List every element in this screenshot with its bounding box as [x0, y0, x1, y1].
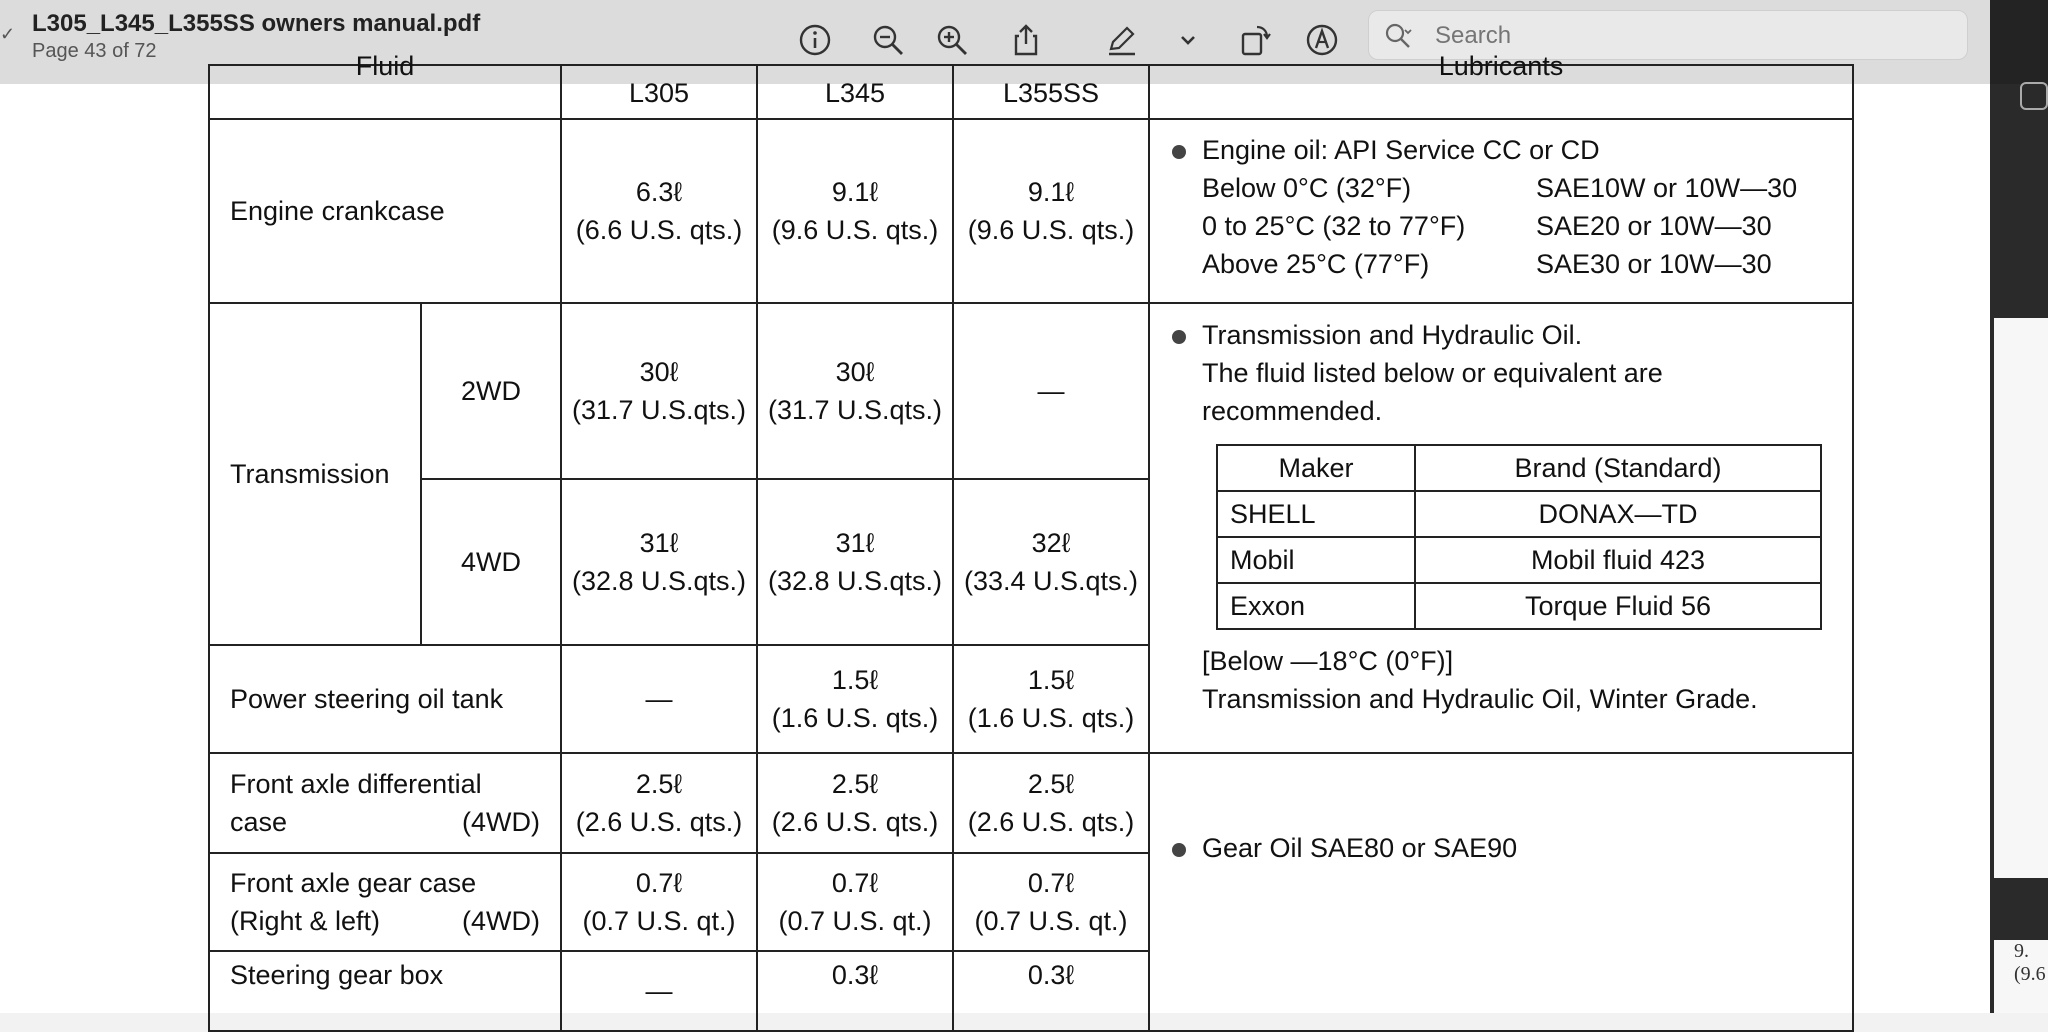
row-label [209, 853, 561, 951]
thumb-text: 9. [2014, 940, 2029, 962]
engine-oil-title: Engine oil: API Service CC or CD [1202, 135, 1600, 165]
header-l345: L345 [757, 65, 953, 119]
page-thumbnail-next[interactable] [1994, 940, 2048, 1013]
brand: Torque Fluid 56 [1415, 583, 1821, 629]
cell-l355ss [953, 753, 1149, 853]
maker-row [1217, 491, 1821, 537]
value-sub: (2.6 U.S. qts.) [575, 807, 743, 837]
row-sublabel: 4WD [421, 479, 561, 645]
oil-temp: Above 25°C (77°F) [1202, 249, 1430, 279]
cell-l345 [757, 753, 953, 853]
header-lubricants [1149, 51, 1853, 119]
cell-l305 [561, 119, 757, 303]
table-row-transmission-2wd [209, 303, 1853, 479]
sidebar-header [1990, 0, 2048, 84]
maker: Exxon [1217, 583, 1415, 629]
maker-header-row [1217, 445, 1821, 491]
maker: SHELL [1217, 491, 1415, 537]
row-label-text: (Right & left) [230, 906, 381, 936]
header-lubricants-text: Lubricants [1438, 51, 1564, 81]
cell-l345 [757, 119, 953, 303]
value: 31ℓ [835, 528, 875, 558]
cell-l345: 0.3ℓ [757, 951, 953, 1031]
value-sub: (31.7 U.S.qts.) [767, 395, 943, 425]
search-icon [1383, 21, 1413, 51]
bullet-icon [1172, 145, 1186, 159]
transmission-oil-line: The fluid listed below or equivalent are [1202, 358, 1663, 388]
value-sub: (1.6 U.S. qts.) [967, 703, 1135, 733]
row-label-line: Front axle differential [230, 769, 482, 799]
bullet-icon [1172, 330, 1186, 344]
row-label [209, 753, 561, 853]
thumb-text: (9.6 [2014, 963, 2046, 985]
capacity-table [208, 51, 1854, 1032]
cell-l345 [757, 303, 953, 479]
header-fluid-text: Fluid [355, 51, 415, 81]
oil-temp: 0 to 25°C (32 to 77°F) [1202, 211, 1466, 241]
page-indicator: Page 43 of 72 [32, 40, 157, 62]
value: 31ℓ [639, 528, 679, 558]
rotate-icon[interactable] [1233, 18, 1277, 62]
value-sub: (0.7 U.S. qt.) [974, 906, 1128, 936]
value: 1.5ℓ [831, 665, 879, 695]
brand: Mobil fluid 423 [1415, 537, 1821, 583]
value: 30ℓ [639, 357, 679, 387]
cell-l345 [757, 645, 953, 753]
oil-temp: Below 0°C (32°F) [1202, 173, 1412, 203]
cell-l355ss: 0.3ℓ [953, 951, 1149, 1031]
value: 2.5ℓ [1027, 769, 1075, 799]
value: 1.5ℓ [1027, 665, 1075, 695]
cell-l305 [561, 753, 757, 853]
maker-header: Maker [1217, 445, 1415, 491]
value: 0.7ℓ [635, 868, 683, 898]
row-label-tag: (4WD) [462, 807, 540, 837]
value-sub: (2.6 U.S. qts.) [967, 807, 1135, 837]
cell-l355ss [953, 479, 1149, 645]
zoom-in-icon[interactable] [930, 18, 974, 62]
cell-l305: — [561, 951, 757, 1031]
search-input[interactable] [1433, 19, 1957, 53]
gear-oil-title: Gear Oil SAE80 or SAE90 [1202, 833, 1518, 863]
row-label: Transmission [209, 303, 421, 645]
sidebar-button-icon[interactable] [2020, 82, 2048, 110]
cell-l305 [561, 479, 757, 645]
cell-l305 [561, 303, 757, 479]
cell-l345 [757, 479, 953, 645]
lubricant-engine-oil [1149, 119, 1853, 303]
row-label-line [230, 803, 560, 841]
value-sub: (32.8 U.S.qts.) [571, 566, 747, 596]
value: 32ℓ [1031, 528, 1071, 558]
cell-l355ss [953, 853, 1149, 951]
lubricant-transmission-oil [1149, 303, 1853, 753]
value: 6.3ℓ [635, 177, 683, 207]
page-thumbnail[interactable] [1994, 318, 2048, 878]
maker-row [1217, 537, 1821, 583]
maker-table [1216, 444, 1822, 630]
value: 9.1ℓ [831, 177, 879, 207]
row-label: Steering gear box [209, 951, 561, 1031]
bullet-icon [1172, 843, 1186, 857]
lubricant-gear-oil [1149, 753, 1853, 1031]
value-sub: (9.6 U.S. qts.) [967, 215, 1135, 245]
value: 2.5ℓ [635, 769, 683, 799]
sidebar-toggle-icon[interactable]: ✓ [0, 24, 16, 44]
markup-icon[interactable] [1100, 18, 1144, 62]
transmission-oil-title: Transmission and Hydraulic Oil. [1202, 320, 1583, 350]
share-icon[interactable] [1004, 18, 1048, 62]
thumbnail-sidebar [1990, 0, 2048, 1013]
value-sub: (0.7 U.S. qt.) [582, 906, 736, 936]
document-title: L305_L345_L355SS owners manual.pdf [32, 10, 481, 37]
winter-note: [Below —18°C (0°F)] [1202, 646, 1454, 676]
winter-text: Transmission and Hydraulic Oil, Winter Grade. [1202, 684, 1758, 714]
value: 0.7ℓ [1027, 868, 1075, 898]
row-label: Engine crankcase [209, 119, 561, 303]
table-header-row [209, 65, 1853, 119]
row-label-text: case [230, 807, 288, 837]
value: 0.7ℓ [831, 868, 879, 898]
value-sub: (6.6 U.S. qts.) [575, 215, 743, 245]
value-sub: (0.7 U.S. qt.) [778, 906, 932, 936]
value-sub: (31.7 U.S.qts.) [571, 395, 747, 425]
chevron-down-icon[interactable] [1166, 18, 1210, 62]
row-label-line [230, 902, 560, 940]
cell-l355ss [953, 119, 1149, 303]
value-sub: (32.8 U.S.qts.) [767, 566, 943, 596]
zoom-out-icon[interactable] [866, 18, 910, 62]
oil-grade: SAE30 or 10W—30 [1536, 249, 1772, 279]
annotate-icon[interactable] [1300, 18, 1344, 62]
row-sublabel: 2WD [421, 303, 561, 479]
row-label: Power steering oil tank [209, 645, 561, 753]
value: 30ℓ [835, 357, 875, 387]
cell-l345 [757, 853, 953, 951]
brand-header: Brand (Standard) [1415, 445, 1821, 491]
value-sub: (9.6 U.S. qts.) [771, 215, 939, 245]
maker-row [1217, 583, 1821, 629]
header-fluid [209, 51, 561, 119]
value: 9.1ℓ [1027, 177, 1075, 207]
value: 2.5ℓ [831, 769, 879, 799]
row-label-tag: (4WD) [462, 906, 540, 936]
oil-row [1172, 207, 1838, 245]
table-row-engine [209, 119, 1853, 303]
value-sub: (1.6 U.S. qts.) [771, 703, 939, 733]
cell-l355ss [953, 645, 1149, 753]
info-icon[interactable] [793, 18, 837, 62]
header-l305: L305 [561, 65, 757, 119]
oil-row [1172, 169, 1838, 207]
oil-grade: SAE10W or 10W—30 [1536, 173, 1798, 203]
oil-grade: SAE20 or 10W—30 [1536, 211, 1772, 241]
header-l355ss: L355SS [953, 65, 1149, 119]
table-row-front-diff [209, 753, 1853, 853]
cell-l355ss: — [953, 303, 1149, 479]
brand: DONAX—TD [1415, 491, 1821, 537]
oil-row [1172, 245, 1838, 283]
transmission-oil-line: recommended. [1202, 396, 1383, 426]
value-sub: (2.6 U.S. qts.) [771, 807, 939, 837]
row-label-line: Front axle gear case [230, 868, 477, 898]
cell-l305 [561, 853, 757, 951]
maker: Mobil [1217, 537, 1415, 583]
value-sub: (33.4 U.S.qts.) [963, 566, 1139, 596]
cell-l305: — [561, 645, 757, 753]
